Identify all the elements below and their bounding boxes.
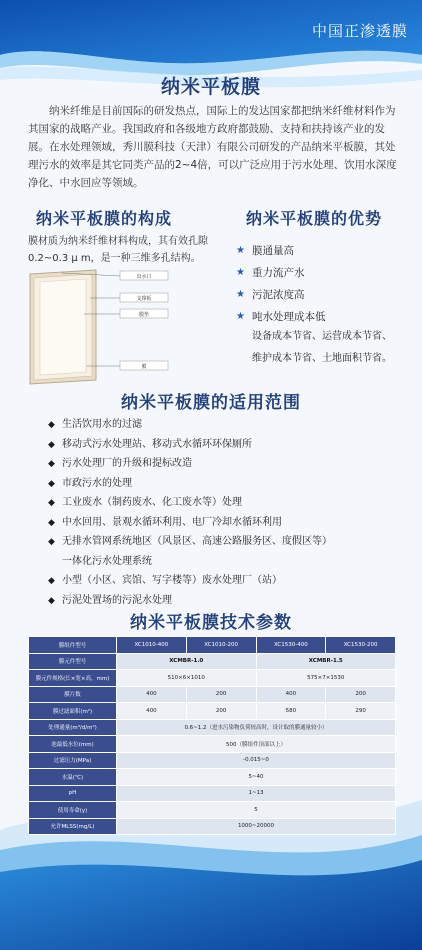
scope-item (48, 493, 408, 513)
scope-item-text: 市政污水的处理 (62, 477, 132, 489)
brand-name: 中国正渗透膜 (311, 22, 408, 40)
scope-item-text: 一体化污水处理系统 (62, 555, 152, 567)
table-cell: 580 (256, 703, 326, 720)
label-support-plate: 支撑板 (136, 296, 152, 302)
scope-heading: 纳米平板膜的适用范围 (121, 393, 301, 413)
diamond-icon: ◆ (48, 537, 55, 547)
scope-item (48, 532, 408, 552)
star-icon: ★ (236, 245, 245, 256)
table-row (29, 752, 396, 769)
table-row (29, 653, 396, 670)
table-cell: 1000~20000 (117, 818, 396, 835)
table-row (29, 703, 396, 720)
advantage-label: 膜通量高 (252, 245, 294, 257)
scope-item-continuation (48, 552, 408, 572)
diamond-icon: ◆ (48, 498, 55, 508)
table-cell: XC1010-400 (117, 637, 187, 654)
table-cell: 575×7×1530 (256, 670, 396, 687)
table-cell: XC1530-200 (326, 637, 396, 654)
label-membrane-pad: 膜垫 (138, 312, 150, 318)
table-cell: 池最低水位(mm) (29, 736, 117, 753)
intro-text: 纳米纤维是目前国际的研发热点，国际上的发达国家都把纳米纤维材料作为其国家的战略产业。我国政府和各级地方政府都鼓励、支持和扶持该产业的发展。在水处理领域，秀川膜科技（天津）有限公司研发的产品纳米平板膜，其处理污水的效率是其它同类产品的2~4倍，可以广泛应用于污水处理、饮用水深度净化、中水回应等领域。 (28, 105, 397, 189)
advantages-list (236, 240, 416, 328)
scope-item-text: 生活饮用水的过滤 (62, 419, 142, 430)
advantage-item (236, 262, 416, 284)
table-row (29, 719, 396, 736)
table-cell: -0.015~0 (117, 752, 396, 769)
table-row (29, 670, 396, 687)
table-cell: 400 (256, 686, 326, 703)
table-cell: 500（膜组件顶部以上） (117, 736, 396, 753)
diamond-icon: ◆ (48, 517, 55, 528)
table-cell: 过滤压力(MPa) (29, 752, 117, 769)
table-cell: 使用寿命(y) (29, 802, 117, 819)
advantage-label: 吨水处理成本低 (252, 311, 326, 323)
scope-item-text: 无排水管网系统地区（风景区、高速公路服务区、度假区等） (62, 536, 332, 547)
scope-item-text: 移动式污水处理站、移动式水循环环保厕所 (62, 438, 252, 450)
advantages-heading: 纳米平板膜的优势 (246, 209, 383, 228)
membrane-diagram (26, 268, 216, 388)
table-cell: XC1010-200 (186, 637, 256, 654)
scope-item-text: 工业废水（制药废水、化工废水等）处理 (62, 497, 242, 508)
table-row (29, 785, 396, 802)
table-cell: 5 (117, 802, 396, 819)
star-icon: ★ (236, 289, 245, 300)
table-cell: pH (29, 785, 117, 802)
scope-item-text: 污泥处置场的污泥水处理 (62, 594, 172, 606)
table-cell: 400 (117, 686, 187, 703)
table-row (29, 818, 396, 835)
diamond-icon: ◆ (48, 595, 55, 606)
table-cell: 200 (326, 686, 396, 703)
star-icon: ★ (236, 311, 245, 322)
table-cell: 膜元件规格(长×宽×高，mm) (29, 670, 117, 687)
scope-item-text: 污水处理厂的升级和提标改造 (62, 458, 192, 469)
label-outlet: 出水口 (136, 274, 152, 280)
table-row (29, 769, 396, 786)
scope-item (48, 474, 408, 494)
table-cell: XC1530-400 (256, 637, 326, 654)
table-cell: 膜过滤面积(m²) (29, 703, 117, 720)
table-row (29, 686, 396, 703)
diamond-icon: ◆ (48, 459, 55, 469)
label-membrane: 膜 (141, 364, 147, 370)
table-cell: XCMBR-1.0 (117, 653, 257, 670)
table-row (29, 802, 396, 819)
scope-item (48, 571, 408, 591)
table-cell: 水温(℃) (29, 769, 117, 786)
page-title: 纳米平板膜 (160, 76, 261, 98)
diamond-icon: ◆ (48, 439, 55, 450)
spec-heading: 纳米平板膜技术参数 (130, 613, 292, 633)
table-cell: 处理通量(m³/d/m²) (29, 719, 117, 736)
membrane-illustration (26, 268, 216, 388)
scope-item-text: 中水回用、景观水循环利用、电厂冷却水循环利用 (62, 516, 282, 528)
spec-table (28, 636, 396, 835)
advantage-label: 重力流产水 (252, 267, 305, 279)
table-cell: XCMBR-1.5 (256, 653, 396, 670)
table-cell: 200 (186, 703, 256, 720)
advantage-detail: 维护成本节省、土地面积节省。 (252, 353, 392, 364)
table-cell: 0.6~1.2（进水污染物负荷较高时，设计取的膜通量较小） (117, 719, 396, 736)
scope-item (48, 415, 408, 435)
diamond-icon: ◆ (48, 576, 55, 586)
table-cell: 400 (117, 703, 187, 720)
table-cell: 200 (186, 686, 256, 703)
table-cell: 膜组件型号 (29, 637, 117, 654)
advantage-item (236, 284, 416, 306)
diamond-icon: ◆ (48, 478, 55, 489)
advantage-item (236, 306, 416, 328)
star-icon: ★ (236, 267, 245, 278)
scope-item (48, 454, 408, 474)
scope-item (48, 513, 408, 533)
scope-item-text: 小型（小区、宾馆、写字楼等）废水处理厂（站） (62, 575, 282, 586)
table-cell: 290 (326, 703, 396, 720)
table-row (29, 736, 396, 753)
composition-text: 膜材质为纳米纤维材料构成，其有效孔隙0.2~0.3 μ m，是一种三维多孔结构。 (28, 236, 208, 264)
advantage-label: 污泥浓度高 (252, 289, 305, 301)
table-row (29, 637, 396, 654)
advantage-item (236, 240, 416, 262)
scope-list (48, 415, 408, 610)
scope-item (48, 435, 408, 455)
table-cell: 510×6×1010 (117, 670, 257, 687)
table-cell: 5~40 (117, 769, 396, 786)
table-cell: 允许MLSS(mg/L) (29, 818, 117, 835)
table-cell: 1~13 (117, 785, 396, 802)
diamond-icon: ◆ (48, 420, 55, 430)
table-cell: 膜片数 (29, 686, 117, 703)
composition-heading: 纳米平板膜的构成 (36, 209, 173, 228)
table-cell: 膜元件型号 (29, 653, 117, 670)
advantage-detail: 设备成本节省、运营成本节省、 (252, 331, 392, 342)
intro-paragraph (28, 102, 400, 192)
